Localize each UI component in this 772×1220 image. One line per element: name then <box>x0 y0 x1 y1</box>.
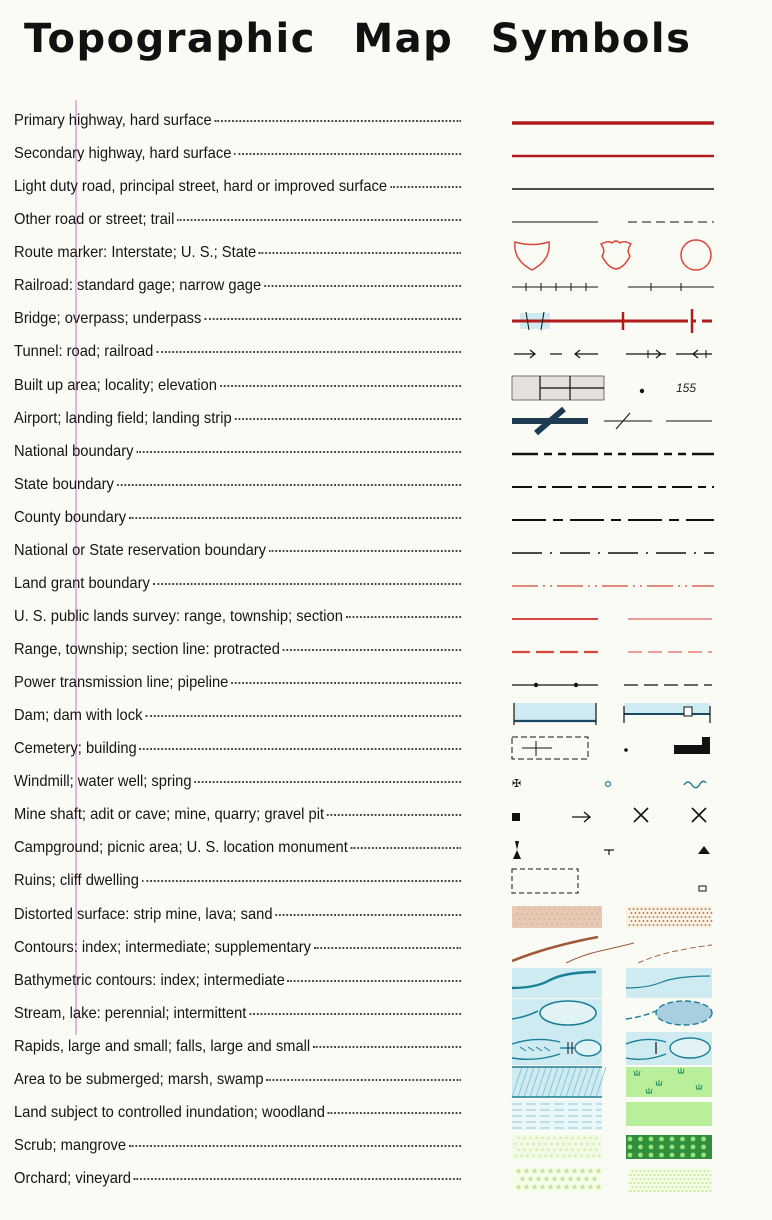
symbol-label-text: Secondary highway, hard surface <box>14 145 232 163</box>
bridge-overpass-symbols <box>506 304 718 337</box>
built-up-area-symbols <box>506 371 718 404</box>
leader-dots <box>139 748 461 750</box>
rapids-falls-symbols <box>506 1032 718 1065</box>
symbol-row <box>0 701 772 734</box>
leader-dots <box>136 451 461 453</box>
other-road-trail-lines <box>506 205 718 238</box>
symbol-label <box>14 607 461 627</box>
symbol-label-text: Contours: index; intermediate; supplementary <box>14 938 312 956</box>
symbol-label-text: Windmill; water well; spring <box>14 773 192 791</box>
mine-quarry-symbols <box>506 800 718 833</box>
symbol-row <box>0 569 772 602</box>
leader-dots <box>194 781 461 783</box>
symbol-label-text: Dam; dam with lock <box>14 707 143 725</box>
symbol-row <box>0 304 772 337</box>
leader-dots <box>220 385 461 387</box>
scrub-mangrove-patterns <box>506 1131 718 1164</box>
symbol-row <box>0 1164 772 1197</box>
leader-dots <box>275 914 461 916</box>
symbol-label <box>14 971 461 991</box>
symbol-label <box>14 144 461 164</box>
symbol-row <box>0 833 772 866</box>
symbol-label-text: Range, township; section line: protracted <box>14 641 280 658</box>
orchard-vineyard-patterns <box>506 1164 718 1197</box>
symbol-label <box>14 243 461 263</box>
leader-dots <box>328 1112 461 1114</box>
leader-dots <box>134 1178 461 1180</box>
symbol-label-text: U. S. public lands survey: range, township; section <box>14 607 343 625</box>
symbol-label <box>14 1037 461 1057</box>
symbol-label-text: National or State reservation boundary <box>14 541 267 559</box>
symbol-label-text: Land subject to controlled inundation; woodland <box>14 1103 325 1121</box>
symbol-label-text: Airport; landing field; landing strip <box>14 409 232 427</box>
inundation-woodland-patterns <box>506 1098 718 1131</box>
symbol-row <box>0 337 772 370</box>
symbol-label <box>14 838 461 858</box>
national-boundary-line <box>506 437 718 470</box>
county-boundary-line <box>506 503 718 536</box>
symbol-label <box>14 938 461 958</box>
state-boundary-line <box>506 470 718 503</box>
symbol-row <box>0 1131 772 1164</box>
symbol-label-text: Ruins; cliff dwelling <box>14 872 139 890</box>
symbol-label-text: Primary highway, hard surface <box>14 112 212 129</box>
contour-lines <box>506 933 718 966</box>
symbol-label <box>14 409 461 429</box>
symbol-row <box>0 866 772 899</box>
symbol-label <box>14 475 461 495</box>
tunnel-symbols <box>506 337 718 370</box>
ruins-symbols <box>506 866 718 899</box>
symbol-row <box>0 966 772 999</box>
symbol-label-text: County boundary <box>14 508 127 526</box>
symbol-row <box>0 205 772 238</box>
symbol-label-text: Bridge; overpass; underpass <box>14 310 202 328</box>
symbol-label <box>14 1169 461 1189</box>
symbol-label <box>14 342 461 362</box>
leader-dots <box>288 980 462 982</box>
symbol-label <box>14 706 461 726</box>
symbol-row <box>0 238 772 271</box>
leader-dots <box>351 847 462 849</box>
leader-dots <box>129 517 461 519</box>
symbol-label <box>14 1070 461 1090</box>
symbol-label <box>14 640 461 660</box>
symbol-label-text: State boundary <box>14 475 114 493</box>
symbol-label <box>14 574 461 594</box>
symbol-row <box>0 999 772 1032</box>
symbol-label-text: Built up area; locality; elevation <box>14 376 217 394</box>
symbol-label <box>14 210 461 230</box>
public-lands-survey-lines <box>506 602 718 635</box>
symbol-label-text: Route marker: Interstate; U. S.; State <box>14 244 257 262</box>
symbol-row <box>0 1065 772 1098</box>
symbol-row <box>0 800 772 833</box>
page-title: Topographic Map Symbols <box>24 16 692 62</box>
symbol-row <box>0 536 772 569</box>
symbol-row <box>0 371 772 404</box>
symbol-label-text: National boundary <box>14 442 134 460</box>
distorted-surface-patterns <box>506 900 718 933</box>
symbol-row <box>0 767 772 800</box>
symbol-label <box>14 1004 461 1024</box>
reservation-boundary-line <box>506 536 718 569</box>
symbol-label <box>14 905 461 925</box>
svg-text:✠: ✠ <box>512 777 522 791</box>
symbol-label-text: Tunnel: road; railroad <box>14 343 154 361</box>
symbol-label-text: Cemetery; building <box>14 740 137 758</box>
leader-dots <box>156 351 461 353</box>
symbol-row <box>0 470 772 503</box>
cemetery-building-symbols <box>506 734 718 767</box>
symbol-row <box>0 1032 772 1065</box>
symbol-label <box>14 871 461 891</box>
leader-dots <box>117 484 462 486</box>
leader-dots <box>266 1079 461 1081</box>
symbol-label-text: Rapids, large and small; falls, large and small <box>14 1037 311 1055</box>
symbol-row <box>0 139 772 172</box>
leader-dots <box>234 418 461 420</box>
elevation-value: 155 <box>676 380 697 395</box>
submerged-marsh-patterns <box>506 1065 718 1098</box>
symbol-label-text: Orchard; vineyard <box>14 1170 131 1187</box>
symbol-label-text: Stream, lake: perennial; intermittent <box>14 1004 247 1022</box>
leader-dots <box>129 1145 461 1147</box>
leader-dots <box>234 153 461 155</box>
leader-dots <box>314 947 461 949</box>
symbol-row <box>0 635 772 668</box>
leader-dots <box>214 120 461 122</box>
symbol-label <box>14 111 461 131</box>
symbol-label <box>14 1136 461 1156</box>
leader-dots <box>204 318 461 320</box>
power-pipeline-lines <box>506 668 718 701</box>
leader-dots <box>390 186 461 188</box>
symbol-row <box>0 933 772 966</box>
light-duty-road-line <box>506 172 718 205</box>
protracted-section-lines <box>506 635 718 668</box>
symbol-label-text: Light duty road, principal street, hard or improved surface <box>14 178 388 196</box>
leader-dots <box>283 649 461 651</box>
symbol-label <box>14 177 461 197</box>
symbol-label <box>14 309 461 329</box>
symbol-row <box>0 1098 772 1131</box>
symbol-label-text: Power transmission line; pipeline <box>14 674 229 692</box>
leader-dots <box>327 814 461 816</box>
leader-dots <box>142 880 461 882</box>
symbol-label-text: Other road or street; trail <box>14 211 175 229</box>
symbol-label-text: Mine shaft; adit or cave; mine, quarry; gravel pit <box>14 806 325 824</box>
leader-dots <box>264 285 461 287</box>
stream-lake-symbols <box>506 999 718 1032</box>
leader-dots <box>346 616 461 618</box>
symbol-label-text: Scrub; mangrove <box>14 1136 127 1154</box>
symbol-label-text: Area to be submerged; marsh, swamp <box>14 1070 264 1088</box>
secondary-highway-line <box>506 139 718 172</box>
symbol-row <box>0 172 772 205</box>
symbol-label-text: Campground; picnic area; U. S. location monument <box>14 839 348 857</box>
leader-dots <box>145 715 461 717</box>
symbol-row <box>0 503 772 536</box>
leader-dots <box>153 583 462 585</box>
leader-dots <box>177 219 461 221</box>
symbol-label <box>14 508 461 528</box>
symbol-list <box>0 106 772 1197</box>
symbol-label-text: Land grant boundary <box>14 574 150 592</box>
symbol-label <box>14 673 461 693</box>
leader-dots <box>313 1046 461 1048</box>
symbol-label <box>14 442 461 462</box>
symbol-label <box>14 739 461 759</box>
bathymetric-contour-lines <box>506 966 718 999</box>
symbol-row <box>0 900 772 933</box>
symbol-row <box>0 734 772 767</box>
symbol-label-text: Railroad: standard gage; narrow gage <box>14 277 262 295</box>
windmill-well-spring-symbols <box>506 767 718 800</box>
symbol-row <box>0 602 772 635</box>
symbol-row <box>0 437 772 470</box>
leader-dots <box>249 1013 461 1015</box>
primary-highway-line <box>506 106 718 139</box>
symbol-label <box>14 376 461 396</box>
symbol-row <box>0 404 772 437</box>
campground-monument-symbols <box>506 833 718 866</box>
leader-dots <box>259 252 461 254</box>
symbol-row <box>0 271 772 304</box>
land-grant-boundary-line <box>506 569 718 602</box>
airport-symbols <box>506 404 718 437</box>
route-marker-shields <box>506 238 718 271</box>
symbol-label-text: Bathymetric contours: index; intermediate <box>14 971 285 989</box>
symbol-row <box>0 106 772 139</box>
symbol-label <box>14 772 461 792</box>
leader-dots <box>231 682 461 684</box>
symbol-label-text: Distorted surface: strip mine, lava; sand <box>14 905 273 923</box>
symbol-label <box>14 805 461 825</box>
leader-dots <box>269 550 461 552</box>
symbol-label <box>14 541 461 561</box>
dam-symbols <box>506 701 718 734</box>
symbol-label <box>14 1103 461 1123</box>
symbol-row <box>0 668 772 701</box>
symbol-label <box>14 276 461 296</box>
railroad-lines <box>506 271 718 304</box>
